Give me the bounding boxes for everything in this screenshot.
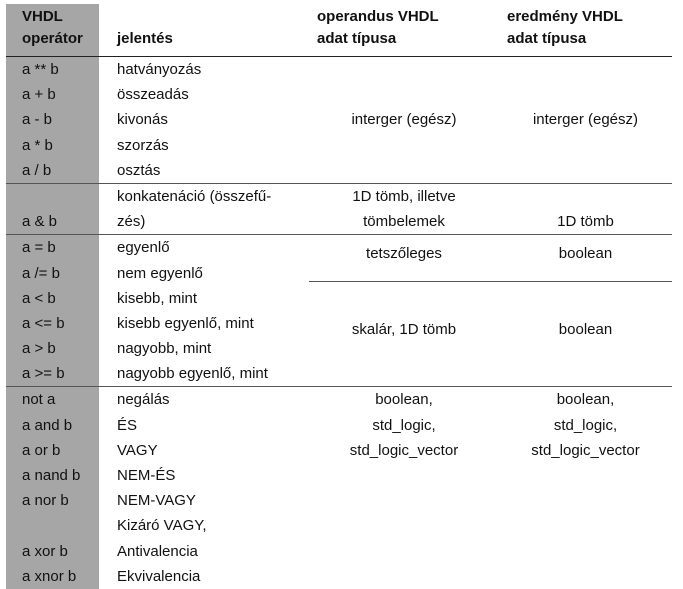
meaning: nem egyenlő	[117, 264, 203, 282]
operand-type-cell	[309, 57, 499, 184]
operand-type: skalár, 1D tömb	[351, 321, 457, 339]
header-operand-type: operandus VHDL adat típusa	[309, 4, 499, 57]
meanings-cell	[99, 183, 309, 234]
operand-type-cell	[309, 387, 499, 589]
vhdl-operator-table	[6, 4, 672, 589]
operator: a /= b	[22, 264, 60, 282]
operator: a and b	[22, 416, 73, 434]
ops-cell	[6, 387, 99, 589]
operator: a xor b	[22, 542, 68, 560]
meaning: VAGY	[117, 441, 158, 459]
meaning: hatványozás	[117, 61, 202, 78]
operator: a or b	[22, 441, 61, 459]
operator: not a	[22, 391, 56, 409]
result-type: boolean,	[556, 391, 615, 409]
operator	[22, 184, 93, 209]
meaning: kisebb, mint	[117, 289, 198, 307]
meaning: osztás	[117, 161, 161, 179]
operand-type: std_logic,	[372, 416, 436, 434]
header-operator: VHDL operátor	[6, 4, 99, 57]
group-relational	[6, 235, 672, 387]
result-type-cell	[499, 57, 672, 184]
meaning: egyenlő	[117, 239, 170, 257]
operator: a <= b	[22, 314, 65, 332]
meaning: Antivalencia	[117, 542, 198, 560]
operand-type-cell	[309, 183, 499, 234]
meanings-cell	[99, 235, 309, 387]
header-row	[6, 4, 672, 57]
result-type: boolean	[558, 245, 613, 263]
operator: a = b	[22, 239, 56, 257]
header-meaning: jelentés	[99, 4, 309, 57]
operator: a - b	[22, 111, 53, 129]
operand-type: boolean,	[375, 391, 433, 409]
result-type: 1D tömb	[557, 213, 614, 231]
meaning: NEM-VAGY	[117, 492, 196, 510]
operand-type: tömbelemek	[363, 213, 445, 231]
subgroup-divider	[309, 281, 672, 282]
operand-type-cell	[309, 235, 499, 387]
group-logical	[6, 387, 672, 589]
operator: a < b	[22, 289, 56, 307]
meaning: kivonás	[117, 111, 168, 129]
meaning: nagyobb, mint	[117, 340, 212, 358]
result-type	[499, 184, 672, 209]
meaning: Ekvivalencia	[117, 567, 201, 585]
operator: a xnor b	[22, 567, 77, 585]
meaning: negálás	[117, 391, 170, 409]
meaning: kisebb egyenlő, mint	[117, 314, 254, 332]
operator: a > b	[22, 340, 56, 358]
operator: a ** b	[22, 61, 59, 78]
meaning: konkatenáció (összefű-	[117, 187, 272, 205]
operand-type: 1D tömb, illetve	[352, 187, 456, 205]
operator: a nor b	[22, 492, 69, 510]
result-type: std_logic_vector	[531, 441, 640, 459]
ops-cell	[6, 57, 99, 184]
result-type: std_logic,	[553, 416, 618, 434]
operator: a / b	[22, 161, 52, 179]
header-result-type: eredmény VHDL adat típusa	[499, 4, 672, 57]
operator: a & b	[22, 213, 58, 231]
operator: a >= b	[22, 365, 65, 383]
operator: a nand b	[22, 467, 81, 484]
meaning: zés)	[117, 213, 146, 231]
ops-cell	[6, 183, 99, 234]
result-type-cell	[499, 183, 672, 234]
result-type-cell	[499, 235, 672, 387]
meanings-cell	[99, 57, 309, 184]
meaning: ÉS	[117, 416, 138, 434]
meaning: NEM-ÉS	[117, 467, 176, 484]
operator	[22, 513, 93, 538]
group-concatenation	[6, 183, 672, 234]
result-type: interger (egész)	[532, 111, 639, 129]
meaning: összeadás	[117, 86, 189, 104]
meaning: Kizáró VAGY,	[117, 517, 207, 535]
meanings-cell	[99, 387, 309, 589]
group-arithmetic	[6, 57, 672, 184]
result-type: boolean	[558, 321, 613, 339]
ops-cell	[6, 235, 99, 387]
operand-type: tetszőleges	[366, 245, 442, 263]
operator: a + b	[22, 86, 56, 104]
result-type-cell	[499, 387, 672, 589]
meaning: szorzás	[117, 136, 169, 154]
meaning: nagyobb egyenlő, mint	[117, 365, 268, 383]
operand-type: interger (egész)	[351, 111, 457, 129]
operand-type: std_logic_vector	[349, 441, 459, 459]
operator: a * b	[22, 136, 53, 154]
